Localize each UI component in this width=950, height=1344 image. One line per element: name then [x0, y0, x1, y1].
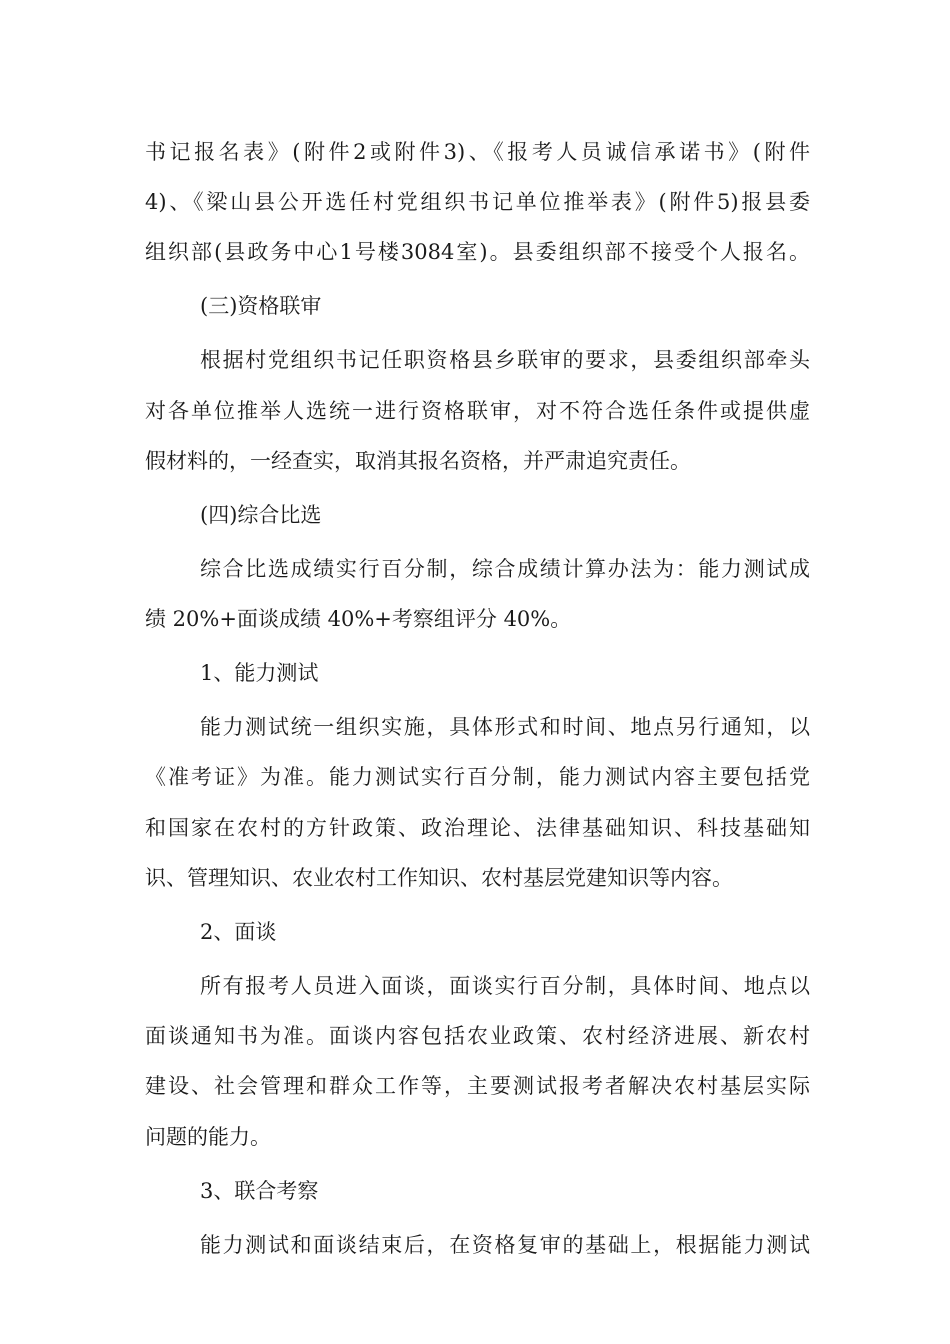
subsection-heading: 3、联合考察 [200, 1179, 319, 1203]
body-text-line: 根据村党组织书记任职资格县乡联审的要求，县委组织部牵头 [200, 348, 810, 372]
subsection-heading: 2、面谈 [200, 920, 277, 944]
body-text-line: 假材料的，一经查实，取消其报名资格，并严肃追究责任。 [145, 449, 691, 473]
body-text-line: 《准考证》为准。能力测试实行百分制，能力测试内容主要包括党 [145, 765, 810, 789]
body-text-line: 问题的能力。 [145, 1125, 271, 1149]
body-text-line: 绩 20%+面谈成绩 40%+考察组评分 40%。 [145, 607, 572, 631]
body-text-line: 综合比选成绩实行百分制，综合成绩计算办法为：能力测试成 [200, 557, 810, 581]
body-text-line: 组织部(县政务中心1号楼3084室)。县委组织部不接受个人报名。 [145, 240, 810, 264]
body-text-line: 建设、社会管理和群众工作等，主要测试报考者解决农村基层实际 [145, 1074, 810, 1098]
body-text-line: 4)、《梁山县公开选任村党组织书记单位推举表》(附件5)报县委 [145, 190, 810, 214]
body-text-line: 所有报考人员进入面谈，面谈实行百分制，具体时间、地点以 [200, 974, 810, 998]
body-text-line: 对各单位推举人选统一进行资格联审，对不符合选任条件或提供虚 [145, 399, 810, 423]
body-text-line: 识、管理知识、农业农村工作知识、农村基层党建知识等内容。 [145, 866, 733, 890]
body-text-line: 和国家在农村的方针政策、政治理论、法律基础知识、科技基础知 [145, 816, 810, 840]
body-text-line: 面谈通知书为准。面谈内容包括农业政策、农村经济进展、新农村 [145, 1024, 810, 1048]
subsection-heading: 1、能力测试 [200, 661, 319, 685]
section-heading: (三)资格联审 [200, 294, 322, 318]
section-heading: (四)综合比选 [200, 503, 322, 527]
body-text-line: 能力测试统一组织实施，具体形式和时间、地点另行通知，以 [200, 715, 810, 739]
body-text-line: 能力测试和面谈结束后，在资格复审的基础上，根据能力测试 [200, 1233, 810, 1257]
body-text-line: 书记报名表》(附件2或附件3)、《报考人员诚信承诺书》(附件 [145, 140, 810, 164]
